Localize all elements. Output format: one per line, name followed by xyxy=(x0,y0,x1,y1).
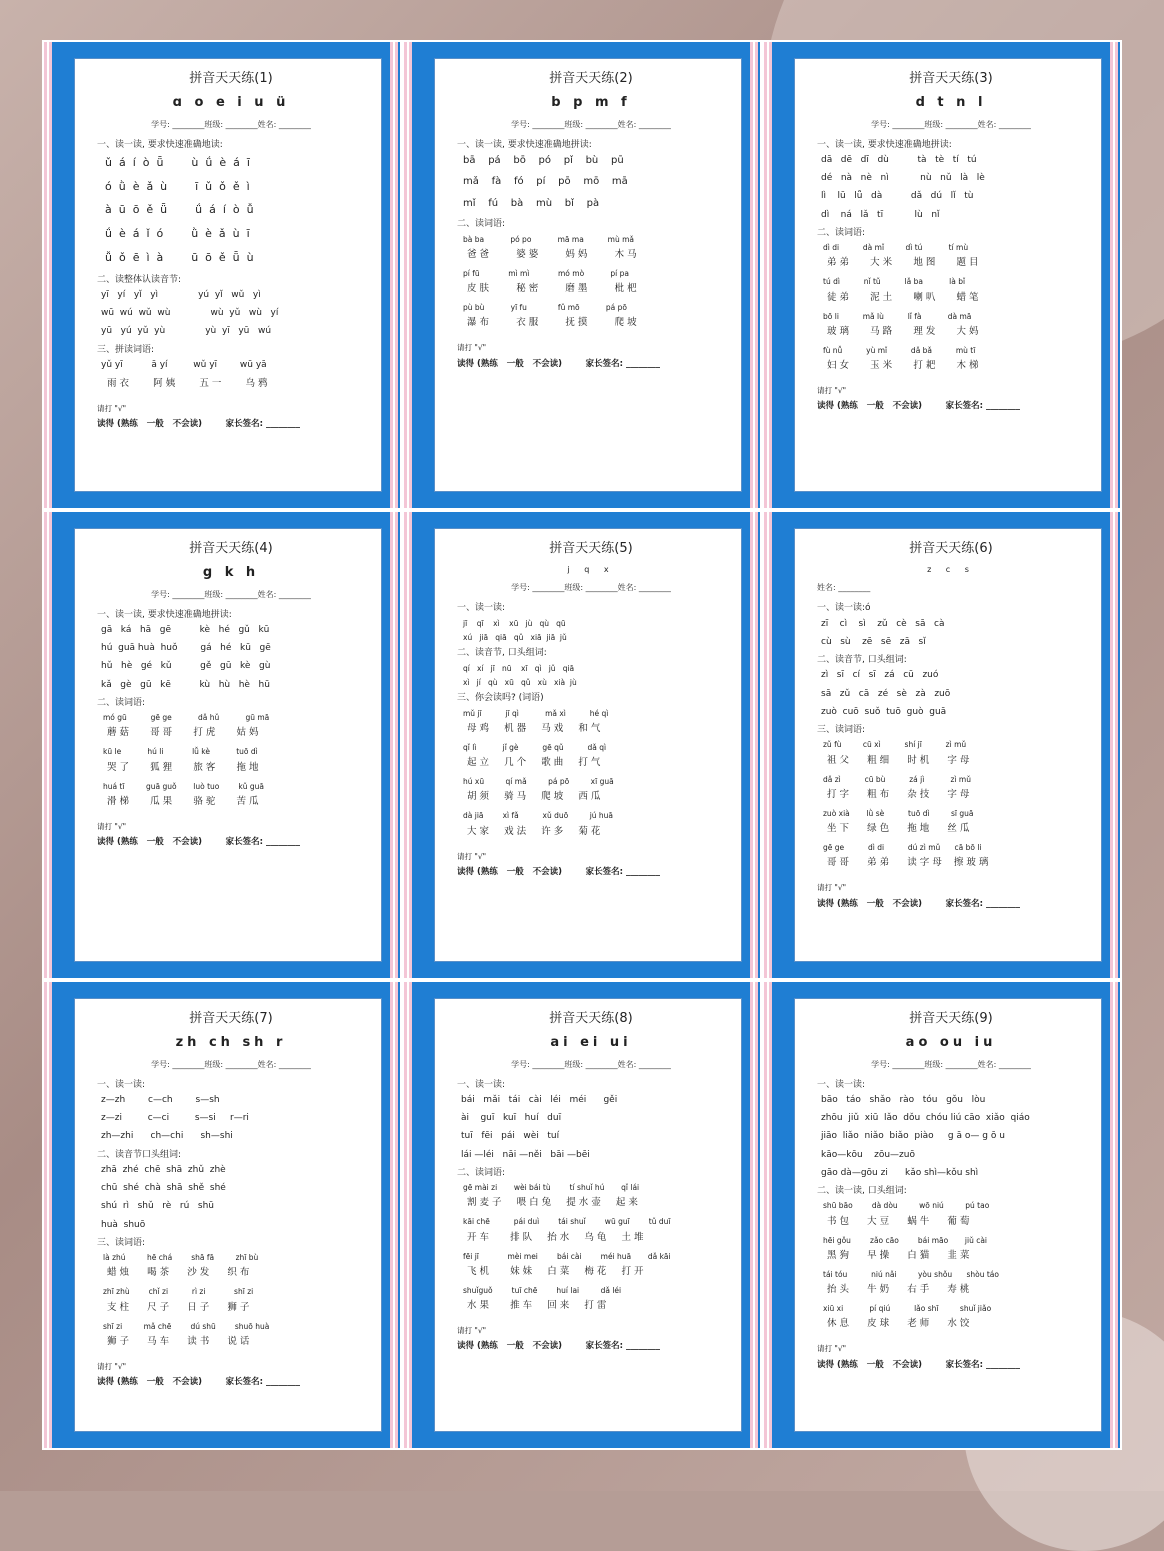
section-heading: 一、读一读, 要求快速准确地拼读: xyxy=(817,139,952,150)
practice-line: bái mǎi tái cài léi méi gěi xyxy=(461,1094,618,1105)
check-instruction: 请打 "√" xyxy=(97,821,127,831)
practice-line: 瀑 布 衣 服 抚 摸 爬 坡 xyxy=(467,317,637,329)
practice-line: dì ná lǎ tī lù nǐ xyxy=(821,209,940,220)
practice-line: jī qī xì xū jù qù qū xyxy=(463,618,566,628)
student-info-line: 学号: ________班级: ________姓名: ________ xyxy=(511,583,671,593)
check-instruction: 请打 "√" xyxy=(457,343,487,353)
student-info-line: 学号: ________班级: ________姓名: ________ xyxy=(871,1059,1031,1069)
section-heading: 三、你会读吗? (词语) xyxy=(457,693,544,704)
worksheet-subtitle: d t n l xyxy=(915,95,987,111)
practice-line: zuò xià lǜ sè tuō dì sī guā xyxy=(823,808,974,818)
practice-line: tái tóu niú nǎi yòu shǒu shòu táo xyxy=(823,1269,999,1279)
practice-line: huá tī guā guǒ luò tuo kǔ guā xyxy=(103,781,265,791)
parent-signature-line: 读得 (熟练 一般 不会读) 家长签名: ________ xyxy=(457,866,661,877)
worksheet-title: 拼音天天练(4) xyxy=(189,541,273,556)
practice-line: mó gū gē ge dǎ hǔ gū mā xyxy=(103,713,270,722)
practice-line: 滑 梯 瓜 果 骆 驼 苦 瓜 xyxy=(107,795,259,807)
worksheet-1 xyxy=(44,42,400,508)
practice-line: yǔ yī ā yí wǔ yī wū yā xyxy=(101,359,267,370)
worksheet-page xyxy=(74,58,382,492)
section-heading: 二、读音节, 口头组词: xyxy=(817,655,907,665)
practice-line: fù nǚ yù mǐ dǎ bǎ mù tī xyxy=(823,345,976,355)
practice-line: 皮 肤 秘 密 磨 墨 枇 杷 xyxy=(467,283,637,295)
practice-line: qǐ lì jǐ gè gē qǔ dǎ qì xyxy=(463,742,607,752)
worksheet-6 xyxy=(764,512,1120,978)
practice-line: pí fū mì mì mó mò pí pa xyxy=(463,268,629,278)
practice-line: jiāo liǎo niǎo biǎo piào g ā o— g ō u xyxy=(821,1131,1005,1142)
worksheet-4 xyxy=(44,512,400,978)
worksheet-page xyxy=(434,58,742,492)
practice-line: mǐ fú bà mù bǐ pà xyxy=(463,197,600,209)
practice-line: zǔ fù cū xì shí jī zì mǔ xyxy=(823,740,967,750)
worksheet-subtitle: ao ou iu xyxy=(905,1035,997,1051)
student-info-line: 学号: ________班级: ________姓名: ________ xyxy=(151,119,311,129)
practice-line: huà shuō xyxy=(101,1219,146,1230)
practice-line: 徒 弟 泥 土 喇 叭 蜡 笔 xyxy=(827,291,979,303)
section-heading: 三、读词语: xyxy=(97,1237,146,1248)
practice-line: 书 包 大 豆 蜗 牛 葡 萄 xyxy=(827,1215,970,1227)
practice-line: shū bāo dà dòu wō niú pú tao xyxy=(823,1201,990,1211)
worksheet-subtitle: ai ei ui xyxy=(550,1035,632,1051)
practice-line: ǘ è á ǐ ó ǜ è ǎ ù ī xyxy=(105,227,250,240)
practice-line: cù sù zē sē zā sǐ xyxy=(821,636,926,647)
practice-line: zhā zhé chē shā zhǔ zhè xyxy=(101,1164,226,1175)
section-heading: 二、读词语: xyxy=(457,1167,506,1178)
section-heading: 一、读一读:ó xyxy=(817,603,871,614)
worksheet-title: 拼音天天练(8) xyxy=(549,1011,633,1026)
practice-line: mǎ fà fó pí pō mō mā xyxy=(463,176,628,188)
worksheet-subtitle: b p m f xyxy=(551,95,631,111)
section-heading: 二、读一读, 口头组词: xyxy=(817,1186,907,1196)
practice-line: 哭 了 狐 狸 旅 客 拖 地 xyxy=(107,761,259,773)
student-info-line: 学号: ________班级: ________姓名: ________ xyxy=(511,119,671,129)
check-instruction: 请打 "√" xyxy=(817,883,847,893)
practice-line: dé nà nè nì nù nǔ là lè xyxy=(821,173,985,183)
practice-line: 支 柱 尺 子 日 子 狮 子 xyxy=(107,1301,250,1313)
practice-line: 坐 下 绿 色 拖 地 丝 瓜 xyxy=(827,823,970,835)
check-instruction: 请打 "√" xyxy=(457,851,487,861)
section-heading: 一、读一读: xyxy=(97,1079,146,1090)
section-heading: 一、读一读, 要求快速准确地拼读: xyxy=(97,609,232,620)
practice-line: 胡 须 骑 马 爬 坡 西 瓜 xyxy=(467,791,601,803)
practice-line: gā ká hā gē kè hé gǔ kū xyxy=(101,624,270,635)
worksheet-9 xyxy=(764,982,1120,1448)
parent-signature-line: 读得 (熟练 一般 不会读) 家长签名: ________ xyxy=(97,419,301,430)
practice-line: gē ge dì di dú zì mǔ cā bō li xyxy=(823,843,982,852)
worksheet-title: 拼音天天练(6) xyxy=(909,541,993,556)
practice-line: yī yí yǐ yì yú yǐ wǔ yì xyxy=(101,289,261,300)
worksheet-2 xyxy=(404,42,760,508)
practice-line: xú jiā qiā qǔ xiā jiā jǔ xyxy=(463,632,567,642)
practice-line: ǚ ǒ ē ì à ū ō ě ǖ ù xyxy=(105,250,254,264)
parent-signature-line: 读得 (熟练 一般 不会读) 家长签名: ________ xyxy=(457,358,661,369)
practice-line: ó ǜ è ǎ ù ī ǔ ǒ ě ì xyxy=(105,179,250,193)
worksheet-page xyxy=(794,528,1102,962)
practice-line: ǔ á í ò ǖ ù ǘ è á ī xyxy=(105,155,250,169)
section-heading: 三、读词语: xyxy=(817,725,866,735)
practice-line: 抬 头 牛 奶 右 手 寿 桃 xyxy=(827,1284,970,1296)
worksheet-subtitle: g k h xyxy=(202,565,260,581)
section-heading: 二、读词语: xyxy=(817,227,866,238)
practice-line: shī zi mǎ chē dú shū shuō huà xyxy=(103,1321,270,1331)
worksheet-subtitle: zh ch sh r xyxy=(175,1035,287,1051)
worksheet-subtitle: ɑ o e i u ü xyxy=(172,95,290,111)
student-info-line: 姓名: ________ xyxy=(817,583,871,593)
practice-line: 雨 衣 阿 姨 五 一 乌 鸦 xyxy=(107,378,268,389)
practice-line: dā dē dī dù tà tè tí tú xyxy=(821,154,977,165)
section-heading: 一、读一读, 要求快速准确地拼读: xyxy=(457,139,592,150)
practice-line: 黑 狗 早 操 白 猫 韭 菜 xyxy=(827,1249,970,1261)
practice-line: pù bù yī fu fǔ mō pá pō xyxy=(463,303,627,312)
practice-line: 开 车 排 队 抬 水 乌 龟 土 堆 xyxy=(467,1231,644,1243)
practice-line: wū wú wǔ wù wù yǔ wù yí xyxy=(101,308,279,318)
worksheet-3 xyxy=(764,42,1120,508)
practice-line: xiū xi pí qiú lǎo shī shuǐ jiǎo xyxy=(823,1304,992,1313)
worksheet-page xyxy=(794,998,1102,1432)
practice-line: zh—zhi ch—chi sh—shi xyxy=(101,1131,233,1142)
practice-line: gē mài zi wèi bái tù tí shuǐ hú qǐ lái xyxy=(463,1183,640,1192)
student-info-line: 学号: ________班级: ________姓名: ________ xyxy=(151,1059,311,1069)
practice-line: zī cì sì zǔ cè sā cà xyxy=(821,618,945,629)
practice-line: gāo dà—gōu zi kǎo shì—kǒu shì xyxy=(821,1167,979,1178)
practice-line: tú dì nǐ tǔ lǎ ba là bǐ xyxy=(823,277,966,287)
practice-line: hú guā huà huǒ gá hé kū gē xyxy=(101,643,271,653)
section-heading: 二、读音节口头组词: xyxy=(97,1149,182,1160)
practice-line: hēi gǒu zǎo cāo bái māo jiǔ cài xyxy=(823,1235,988,1245)
practice-line: zì sī cí sī zá cū zuó xyxy=(821,670,939,681)
worksheet-grid xyxy=(42,40,1122,1450)
check-instruction: 请打 "√" xyxy=(97,403,127,413)
worksheet-page xyxy=(74,528,382,962)
practice-line: shú rì shǔ rè rú shū xyxy=(101,1201,214,1212)
practice-line: z—zh c—ch s—sh xyxy=(101,1094,220,1105)
worksheet-title: 拼音天天练(2) xyxy=(549,71,633,86)
practice-line: hǔ hè gé kǔ gě gū kè gù xyxy=(101,661,271,672)
parent-signature-line: 读得 (熟练 一般 不会读) 家长签名: ________ xyxy=(817,401,1021,412)
section-heading: 二、读词语: xyxy=(457,219,506,230)
student-info-line: 学号: ________班级: ________姓名: ________ xyxy=(151,589,311,599)
practice-line: 弟 弟 大 米 地 图 题 目 xyxy=(827,257,979,269)
worksheet-page xyxy=(434,998,742,1432)
worksheet-subtitle: j q x xyxy=(567,565,615,575)
practice-line: z—zi c—ci s—si r—ri xyxy=(101,1113,249,1123)
practice-line: 水 果 推 车 回 来 打 雷 xyxy=(467,1300,607,1312)
section-heading: 一、读一读, 要求快速准确地读: xyxy=(97,139,223,150)
worksheet-title: 拼音天天练(9) xyxy=(909,1011,993,1026)
worksheet-8 xyxy=(404,982,760,1448)
practice-line: 飞 机 妹 妹 白 菜 梅 花 打 开 xyxy=(467,1265,644,1277)
worksheet-title: 拼音天天练(5) xyxy=(549,541,633,556)
practice-line: qí xí jī nū xī qì jǔ qiā xyxy=(463,663,575,673)
practice-line: kāi chē pái duì tái shuǐ wū guī tǔ duī xyxy=(463,1217,671,1227)
practice-line: 大 家 戏 法 许 多 菊 花 xyxy=(467,825,601,837)
practice-line: 爸 爸 婆 婆 妈 妈 木 马 xyxy=(467,248,637,260)
student-info-line: 学号: ________班级: ________姓名: ________ xyxy=(871,119,1031,129)
practice-line: fēi jī mèi mei bái cài méi huā dǎ kāi xyxy=(463,1251,671,1261)
parent-signature-line: 读得 (熟练 一般 不会读) 家长签名: ________ xyxy=(457,1341,661,1352)
practice-line: kǎ gè gū kē kù hù hè hū xyxy=(101,679,270,690)
check-instruction: 请打 "√" xyxy=(457,1326,487,1335)
section-heading: 三、拼读词语: xyxy=(97,344,155,355)
practice-line: zuò cuō suǒ tuō guò guā xyxy=(821,706,947,717)
practice-line: 母 鸡 机 器 马 戏 和 气 xyxy=(467,722,601,734)
worksheet-page xyxy=(794,58,1102,492)
parent-signature-line: 读得 (熟练 一般 不会读) 家长签名: ________ xyxy=(97,1377,301,1388)
practice-line: 哥 哥 弟 弟 读 字 母 擦 玻 璃 xyxy=(827,857,989,869)
practice-line: bō li mǎ lù lǐ fà dà mā xyxy=(823,311,972,321)
section-heading: 一、读一读: xyxy=(457,603,506,614)
practice-line: 蘑 菇 哥 哥 打 虎 姑 妈 xyxy=(107,727,259,739)
check-instruction: 请打 "√" xyxy=(817,1344,847,1354)
parent-signature-line: 读得 (熟练 一般 不会读) 家长签名: ________ xyxy=(817,898,1021,909)
worksheet-page xyxy=(74,998,382,1432)
practice-line: xì jí qù xū qǔ xù xià jù xyxy=(463,677,577,687)
section-heading: 二、读音节, 口头组词: xyxy=(457,648,547,659)
practice-line: tuī fēi pái wèi tuí xyxy=(461,1131,560,1142)
practice-line: lì lū lǚ dà dǎ dú lǐ tù xyxy=(821,191,974,202)
practice-line: 狮 子 马 车 读 书 说 话 xyxy=(107,1335,250,1347)
section-heading: 二、读整体认读音节: xyxy=(97,274,182,285)
practice-line: yū yú yǔ yù yù yī yū wú xyxy=(101,326,272,337)
check-instruction: 请打 "√" xyxy=(97,1361,127,1371)
section-heading: 一、读一读: xyxy=(457,1079,506,1090)
practice-line: kāo—kōu zōu—zuō xyxy=(821,1149,915,1160)
section-heading: 一、读一读: xyxy=(817,1079,866,1090)
practice-line: 打 字 粗 布 杂 技 字 母 xyxy=(827,788,970,800)
parent-signature-line: 读得 (熟练 一般 不会读) 家长签名: ________ xyxy=(817,1359,1021,1370)
practice-line: zhōu jiǔ xiū lǎo dǒu chóu liú cāo xiǎo qiáo xyxy=(821,1113,1030,1123)
practice-line: 起 立 几 个 歌 曲 打 气 xyxy=(467,757,601,769)
section-heading: 二、读词语: xyxy=(97,697,146,708)
practice-line: ài guī kuī huí duī xyxy=(461,1113,562,1123)
practice-line: 妇 女 玉 米 打 耙 木 梯 xyxy=(827,360,979,372)
practice-line: chū shé chà shā shě shé xyxy=(101,1183,226,1193)
worksheet-title: 拼音天天练(1) xyxy=(189,71,273,86)
practice-line: 玻 璃 马 路 理 发 大 妈 xyxy=(827,325,979,337)
worksheet-5 xyxy=(404,512,760,978)
student-info-line: 学号: ________班级: ________姓名: ________ xyxy=(511,1059,671,1069)
practice-line: sā zǔ cā zé sè zà zuō xyxy=(821,688,951,699)
worksheet-page xyxy=(434,528,742,962)
practice-line: bā pá bō pó pǐ bù pū xyxy=(463,154,624,166)
practice-line: à ū ō ě ǖ ǘ á í ò ǚ xyxy=(105,203,254,217)
worksheet-subtitle: z c s xyxy=(927,565,975,575)
practice-line: bāo táo shǎo rào tóu gǒu lòu xyxy=(821,1094,986,1105)
practice-line: là zhú hē chá shā fā zhī bù xyxy=(103,1253,259,1262)
practice-line: mǔ jī jī qì mǎ xì hé qì xyxy=(463,708,609,718)
worksheet-7 xyxy=(44,982,400,1448)
practice-line: dà jiā xì fǎ xǔ duō jú huā xyxy=(463,811,614,821)
practice-line: kū le hú li lǚ kè tuō dì xyxy=(103,747,258,757)
practice-line: 休 息 皮 球 老 师 水 饺 xyxy=(827,1318,970,1330)
parent-signature-line: 读得 (熟练 一般 不会读) 家长签名: ________ xyxy=(97,837,301,848)
worksheet-title: 拼音天天练(7) xyxy=(189,1011,273,1026)
practice-line: dǎ zì cū bù zá jì zì mǔ xyxy=(823,774,971,784)
practice-line: dì di dà mǐ dì tú tí mù xyxy=(823,243,969,252)
practice-line: 割 麦 子 喂 白 兔 提 水 壶 起 来 xyxy=(467,1197,638,1209)
practice-line: lái —léi nāi —něi bāi —bēi xyxy=(461,1149,590,1160)
practice-line: shuǐguǒ tuī chē huí lai dǎ léi xyxy=(463,1285,622,1295)
practice-line: 蜡 烛 喝 茶 沙 发 织 布 xyxy=(107,1267,250,1279)
practice-line: bà ba pó po mā ma mù mǎ xyxy=(463,234,635,244)
practice-line: zhī zhù chǐ zi rì zi shī zi xyxy=(103,1287,254,1297)
practice-line: 祖 父 粗 细 时 机 字 母 xyxy=(827,754,970,766)
check-instruction: 请打 "√" xyxy=(817,386,847,395)
worksheet-title: 拼音天天练(3) xyxy=(909,71,993,86)
practice-line: hú xū qí mǎ pá pō xī guā xyxy=(463,777,614,786)
